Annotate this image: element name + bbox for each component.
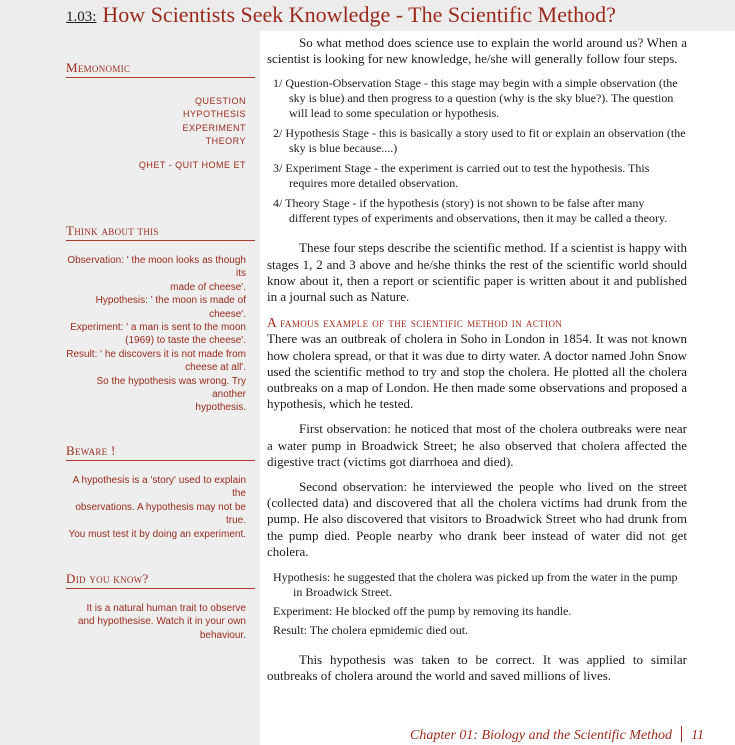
mnemonic-heading: Memonomic [66, 60, 131, 75]
first-observation: First observation: he noticed that most of the cholera outbreaks were near a water pump in Broadwick Street; he also observed that cholera affected the digestive tract (victims got diarrhoea and died). [267, 421, 687, 469]
example-paragraph: There was an outbreak of cholera in Soho in London in 1854. It was not known how cholera spread, or that it was due to dirty water. A doctor named John Snow used the scientific method to try and stop the cholera. He plotted all the cholera outbreaks on a map of London. He then made some observations and proposed a hypothesis, which he tested. [267, 331, 687, 412]
think-line: Result: ' he discovers it is not made from [66, 348, 246, 360]
section-number: 1.03: [66, 9, 97, 25]
result-line: Result: The cholera epmidemic died out. [273, 623, 469, 638]
think-rule [66, 240, 255, 241]
summary-paragraph: These four steps describe the scientific method. If a scientist is happy with stages 1, 2 and 3 above and he/she thinks the rest of the scientific world should know about it, then a report or scientific paper is written about it and published in a journal such as Nature. [267, 240, 687, 305]
step-item: 2/ Hypothesis Stage - this is basically a story used to fit or explain an observation (the sky is blue because....) [273, 126, 686, 156]
think-line: Experiment: ' a man is sent to the moon [70, 322, 246, 334]
beware-text [66, 474, 246, 541]
know-line: behaviour. [199, 629, 246, 641]
main-text [267, 35, 687, 684]
mnemonic-word: THEORY [205, 135, 246, 146]
intro-paragraph: So what method does science use to explain the world around us? When a scientist is looking for new knowledge, he/she will generally follow four steps. [267, 35, 687, 67]
hypothesis-line: Hypothesis: he suggested that the cholera was picked up from the water in the pump in Broadwick Street. [273, 570, 678, 600]
mnemonic-words [66, 95, 246, 148]
mnemonic-word: EXPERIMENT [182, 122, 246, 133]
mnemonic-word: HYPOTHESIS [182, 109, 246, 120]
think-line: Observation: ' the moon looks as though its [67, 255, 246, 280]
know-heading: Did you know? [66, 571, 149, 586]
step-item: 3/ Experiment Stage - the experiment is carried out to test the hypothesis. This requires more detailed observation. [273, 161, 650, 191]
step-item: 4/ Theory Stage - if the hypothesis (story) is not shown to be false after many different types of experiments and observations, then it may be called a theory. [273, 196, 668, 226]
example-heading: A famous example of the scientific method in action [267, 315, 563, 331]
section-title: How Scientists Seek Knowledge - The Scientific Method? [102, 2, 616, 27]
mnemonic-word: QUESTION [194, 96, 246, 106]
beware-rule [66, 460, 255, 461]
mnemonic-phrase: QHET - QUIT HOME ET [138, 160, 246, 170]
think-line: (1969) to taste the cheese'. [125, 335, 246, 347]
steps-list [273, 76, 687, 226]
page-title [66, 2, 616, 28]
chapter-label: Chapter 01: Biology and the Scientific Method [410, 728, 673, 743]
experiment-list [267, 570, 687, 638]
know-text [66, 602, 246, 642]
beware-heading: Beware ! [66, 443, 116, 458]
know-rule [66, 588, 255, 589]
know-line: It is a natural human trait to observe [86, 603, 246, 614]
second-observation: Second observation: he interviewed the people who lived on the street (collected data) and discovered that all the cholera victims had drunk from the pump. He also discovered that visitors to Broadwick Street who had drunk from the pump died. People nearby who drank beer instead of water did not get cholera. [267, 479, 687, 559]
page-footer [410, 726, 704, 744]
conclusion-paragraph: This hypothesis was taken to be correct. It was applied to similar outbreaks of cholera around the world and saved millions of lives. [267, 652, 687, 684]
experiment-line: Experiment: He blocked off the pump by removing its handle. [273, 604, 572, 619]
beware-line: You must test it by doing an experiment. [68, 528, 246, 540]
think-line: made of cheese'. [170, 281, 246, 293]
think-text [66, 254, 246, 415]
beware-line: A hypothesis is a 'story' used to explain the [72, 475, 246, 500]
beware-line: observations. A hypothesis may not be true. [75, 501, 246, 527]
page-number: 11 [691, 728, 705, 743]
step-item: 1/ Question-Observation Stage - this stage may begin with a simple observation (the sky is blue) and then progress to a question (why is the sky blue?). The question will lead to some speculation or hypothesis. [273, 76, 678, 121]
think-line: Hypothesis: ' the moon is made of cheese'. [95, 295, 246, 320]
think-line: cheese at all'. [185, 362, 246, 374]
think-line: So the hypothesis was wrong. Try another [96, 375, 246, 401]
know-line: and hypothesise. Watch it in your own [77, 616, 246, 628]
think-line: hypothesis. [195, 402, 246, 414]
header-bar [0, 0, 735, 31]
mnemonic-rule [66, 77, 255, 78]
footer-separator [681, 726, 682, 742]
think-heading: Think about this [66, 223, 159, 238]
